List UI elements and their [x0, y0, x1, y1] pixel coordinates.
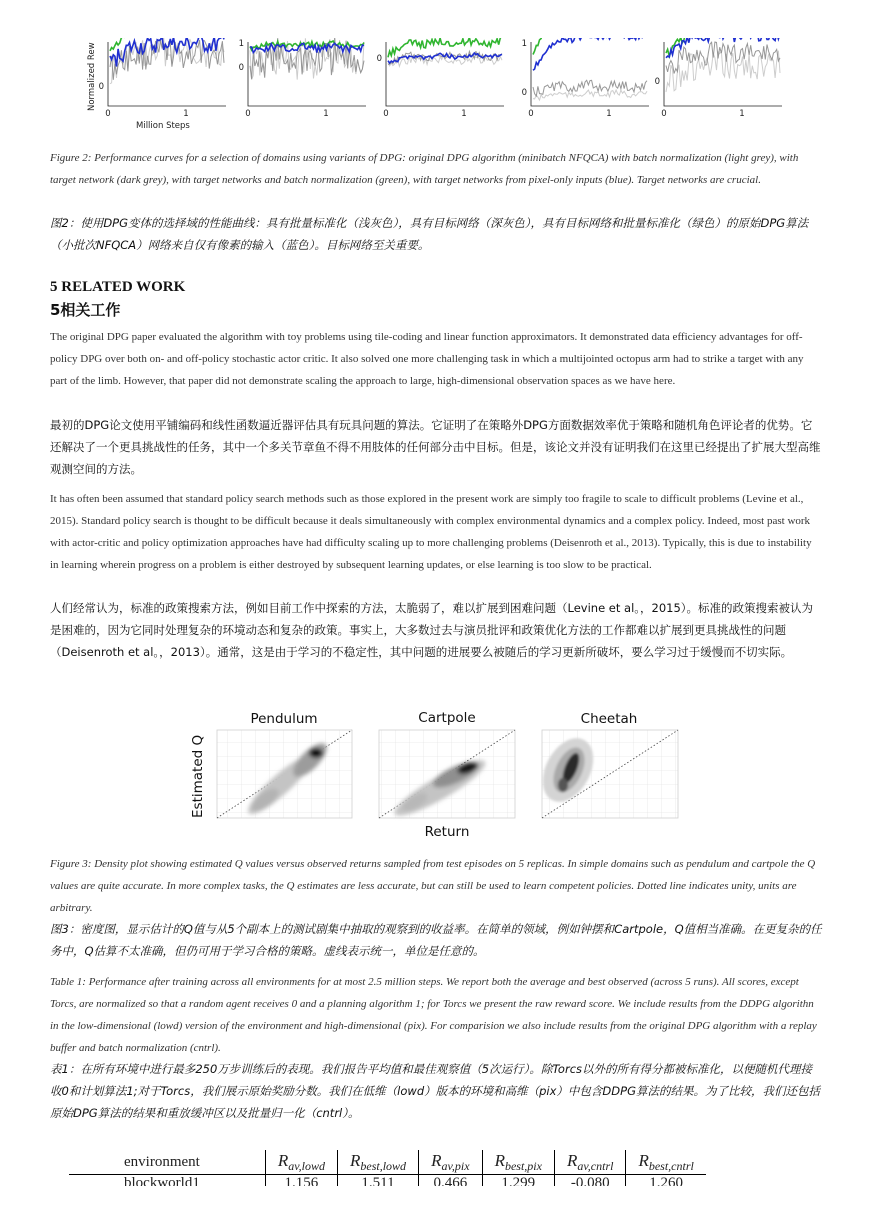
paragraph-2-zh: 人们经常认为，标准的政策搜索方法，例如目前工作中探索的方法，太脆弱了，难以扩展到困难问题（Levine et al。，2015）。标准的政策搜索被认为是困难的，因为它同时处理复杂的环境动态和复杂的政策。事实上，大多数过去与演员批评和政策优化方法的工作都难以扩展到更具挑战性的问题（Deisenroth et al。，2013）。通常，这是由于学习的不稳定性，其中问题的进展要么被随后的学习更新所破坏，要么学习过于缓慢而不切实际。	[50, 601, 814, 659]
table-cell-value: 1.260	[626, 1175, 706, 1187]
figure2-x-tick: 1	[739, 109, 745, 119]
table-cell-environment: blockworld1	[124, 1175, 200, 1186]
table-header-environment: environment	[69, 1150, 265, 1175]
figure3-xlabel: Return	[424, 824, 470, 840]
table-header-cell: $R_{av,cntrl}$	[554, 1150, 626, 1175]
paragraph-1-zh: 最初的DPG论文使用平铺编码和线性函数逼近器评估具有玩具问题的算法。它证明了在策略外DPG方面数据效率优于策略和随机角色评论者的优势。它还解决了一个更具挑战性的任务，其中一个多关节章鱼不得不用肢体的任何部分击中目标。但是，该论文并没有证明我们在这里已经提出了扩展大型高维观测空间的方法。	[50, 418, 821, 476]
table-row	[69, 1175, 706, 1187]
figure2-curve-lg	[533, 90, 647, 100]
section-title-zh: 5相关工作	[50, 301, 121, 319]
figure3-plots	[185, 700, 685, 845]
figure2-x-tick: 0	[528, 109, 534, 119]
figure3-title-pendulum: Pendulum	[250, 711, 318, 727]
figure2-curve-bl	[533, 38, 647, 70]
figure2-x-tick: 1	[606, 109, 612, 119]
table-cell-value: 1.511	[338, 1175, 419, 1187]
figure2-caption-zh: 图2：使用DPG变体的选择域的性能曲线：具有批量标准化（浅灰色），具有目标网络（深灰色），具有目标网络和批量标准化（绿色）的原始DPG算法（小批次NFQCA）网络来自仅有像素的输入（蓝色）。目标网络至关重要。	[50, 216, 809, 252]
figure2-x-tick: 1	[323, 109, 329, 119]
figure2-panel-5	[655, 38, 782, 119]
figure2-panel-2	[239, 38, 366, 119]
figure3-caption-en: Figure 3: Density plot showing estimated Q values versus observed returns sampled from test episodes on 5 replicas. In simple domains such as pendulum and cartpole the Q values are quite accurate. In more complex tasks, the Q estimates are less accurate, but can still be used to learn competent policies. Dotted line indicates unity, units are arbitrary.	[50, 858, 816, 914]
figure2-y-tick: 1	[521, 39, 527, 49]
table-header-cell: $R_{av,pix}$	[419, 1150, 483, 1175]
figure2-plots	[80, 38, 800, 138]
figure2-x-tick: 0	[105, 109, 111, 119]
table-header-cell: $R_{av,lowd}$	[265, 1150, 337, 1175]
table-header-row	[69, 1150, 706, 1175]
figure2-x-tick: 0	[383, 109, 389, 119]
figure2-axes	[386, 42, 504, 106]
table-body	[69, 1175, 706, 1187]
figure2-panel-1	[99, 38, 226, 119]
table-cell-value: 1.299	[482, 1175, 554, 1187]
figure2-panel-group	[99, 38, 782, 119]
table-cell-value: -0.080	[554, 1175, 626, 1187]
table1-caption-en: Table 1: Performance after training across all environments for at most 2.5 million steps. We report both the average and best observed (across 5 runs). All scores, except Torcs, are normalized so that a random agent receives 0 and a planning algorithm 1; for Torcs we present the raw reward score. We include results from the DDPG algorithn in the low-dimensional (lowd) version of the environment and high-dimensional (pix). For comparision we also include results from the original DPG algorithm with a replay buffer and batch normalization (cntrl).	[50, 976, 817, 1054]
figure2-y-tick: 0	[376, 54, 382, 64]
figure2-y-tick: 0	[238, 63, 244, 73]
table1-wrapper	[69, 1150, 804, 1186]
paragraph-2-en: It has often been assumed that standard policy search methods such as those explored in the present work are simply too fragile to scale to difficult problems (Levine et al., 2015). Standard policy search is thought to be difficult because it deals simultaneously with complex environmental dynamics and a complex policy. Indeed, most past work with actor-critic and policy optimization approaches have had difficulty scaling up to more challenging problems (Deisenroth et al., 2013). Typically, this is due to instability in learning wherein progress on a problem is either destroyed by subsequent learning updates, or else learning is too slow to be practical.	[50, 493, 812, 571]
figure2-y-tick: 1	[238, 39, 244, 49]
figure2-panel-4	[522, 38, 649, 119]
figure2-x-tick: 1	[183, 109, 189, 119]
figure2-x-tick: 0	[661, 109, 667, 119]
density-panel-pendulum	[217, 730, 352, 821]
table-header-cell: $R_{best,lowd}$	[338, 1150, 419, 1175]
figure3-ylabel: Estimated Q	[190, 734, 206, 818]
table-cell-value: 0.466	[419, 1175, 483, 1187]
figure2-x-tick: 1	[461, 109, 467, 119]
figure3-title-cartpole: Cartpole	[418, 710, 476, 726]
figure3-caption-zh: 图3：密度图，显示估计的Q值与从5个副本上的测试剧集中抽取的观察到的收益率。在简单的领域，例如钟摆和Cartpole，Q值相当准确。在更复杂的任务中，Q估算不太准确，但仍可用于学习合格的策略。虚线表示统一，单位是任意的。	[50, 922, 822, 958]
density-panel-cartpole	[379, 730, 515, 824]
results-table	[69, 1150, 706, 1186]
figure2-y-tick: 0	[521, 88, 527, 98]
paragraph-1-en: The original DPG paper evaluated the algorithm with toy problems using tile-coding and linear function approximators. It demonstrated data efficiency advantages for off-policy DPG over both on- and off-policy stochastic actor critic. It also solved one more challenging task in which a multijointed octopus arm had to strike a target with any part of the limb. However, that paper did not demonstrate scaling the approach to large, high-dimensional observation spaces as we have here.	[50, 331, 804, 387]
figure2-x-tick: 0	[245, 109, 251, 119]
table-cell-value: 1.156	[265, 1175, 337, 1187]
figure3-title-cheetah: Cheetah	[580, 711, 638, 727]
table-header-cell: $R_{best,pix}$	[482, 1150, 554, 1175]
figure2-caption-en: Figure 2: Performance curves for a selection of domains using variants of DPG: original DPG algorithm (minibatch NFQCA) with batch normalization (light grey), with target network (dark grey), with target networks and batch normalization (green), with target networks from pixel-only inputs (blue). Target networks are crucial.	[50, 152, 799, 186]
figure2-y-tick: 0	[654, 77, 660, 87]
table1-caption-zh: 表1：在所有环境中进行最多250万步训练后的表现。我们报告平均值和最佳观察值（5次运行）。除Torcs以外的所有得分都被标准化，以便随机代理接收0和计划算法1;对于Torcs，我们展示原始奖励分数。我们在低维（lowd）版本的环境和高维（pix）中包含DDPG算法的结果。为了比较，我们还包括原始DPG算法的结果和重放缓冲区以及批量归一化（cntrl）。	[50, 1062, 820, 1120]
figure2-y-tick: 0	[98, 82, 104, 92]
figure2-ylabel: Normalized Rew	[87, 42, 97, 111]
figure2-xlabel: Million Steps	[136, 121, 190, 131]
density-panel-cheetah	[533, 730, 678, 818]
section-title-en: 5 RELATED WORK	[50, 279, 186, 295]
table-header-cell: $R_{best,cntrl}$	[626, 1150, 706, 1175]
figure2-panel-3	[377, 38, 504, 119]
